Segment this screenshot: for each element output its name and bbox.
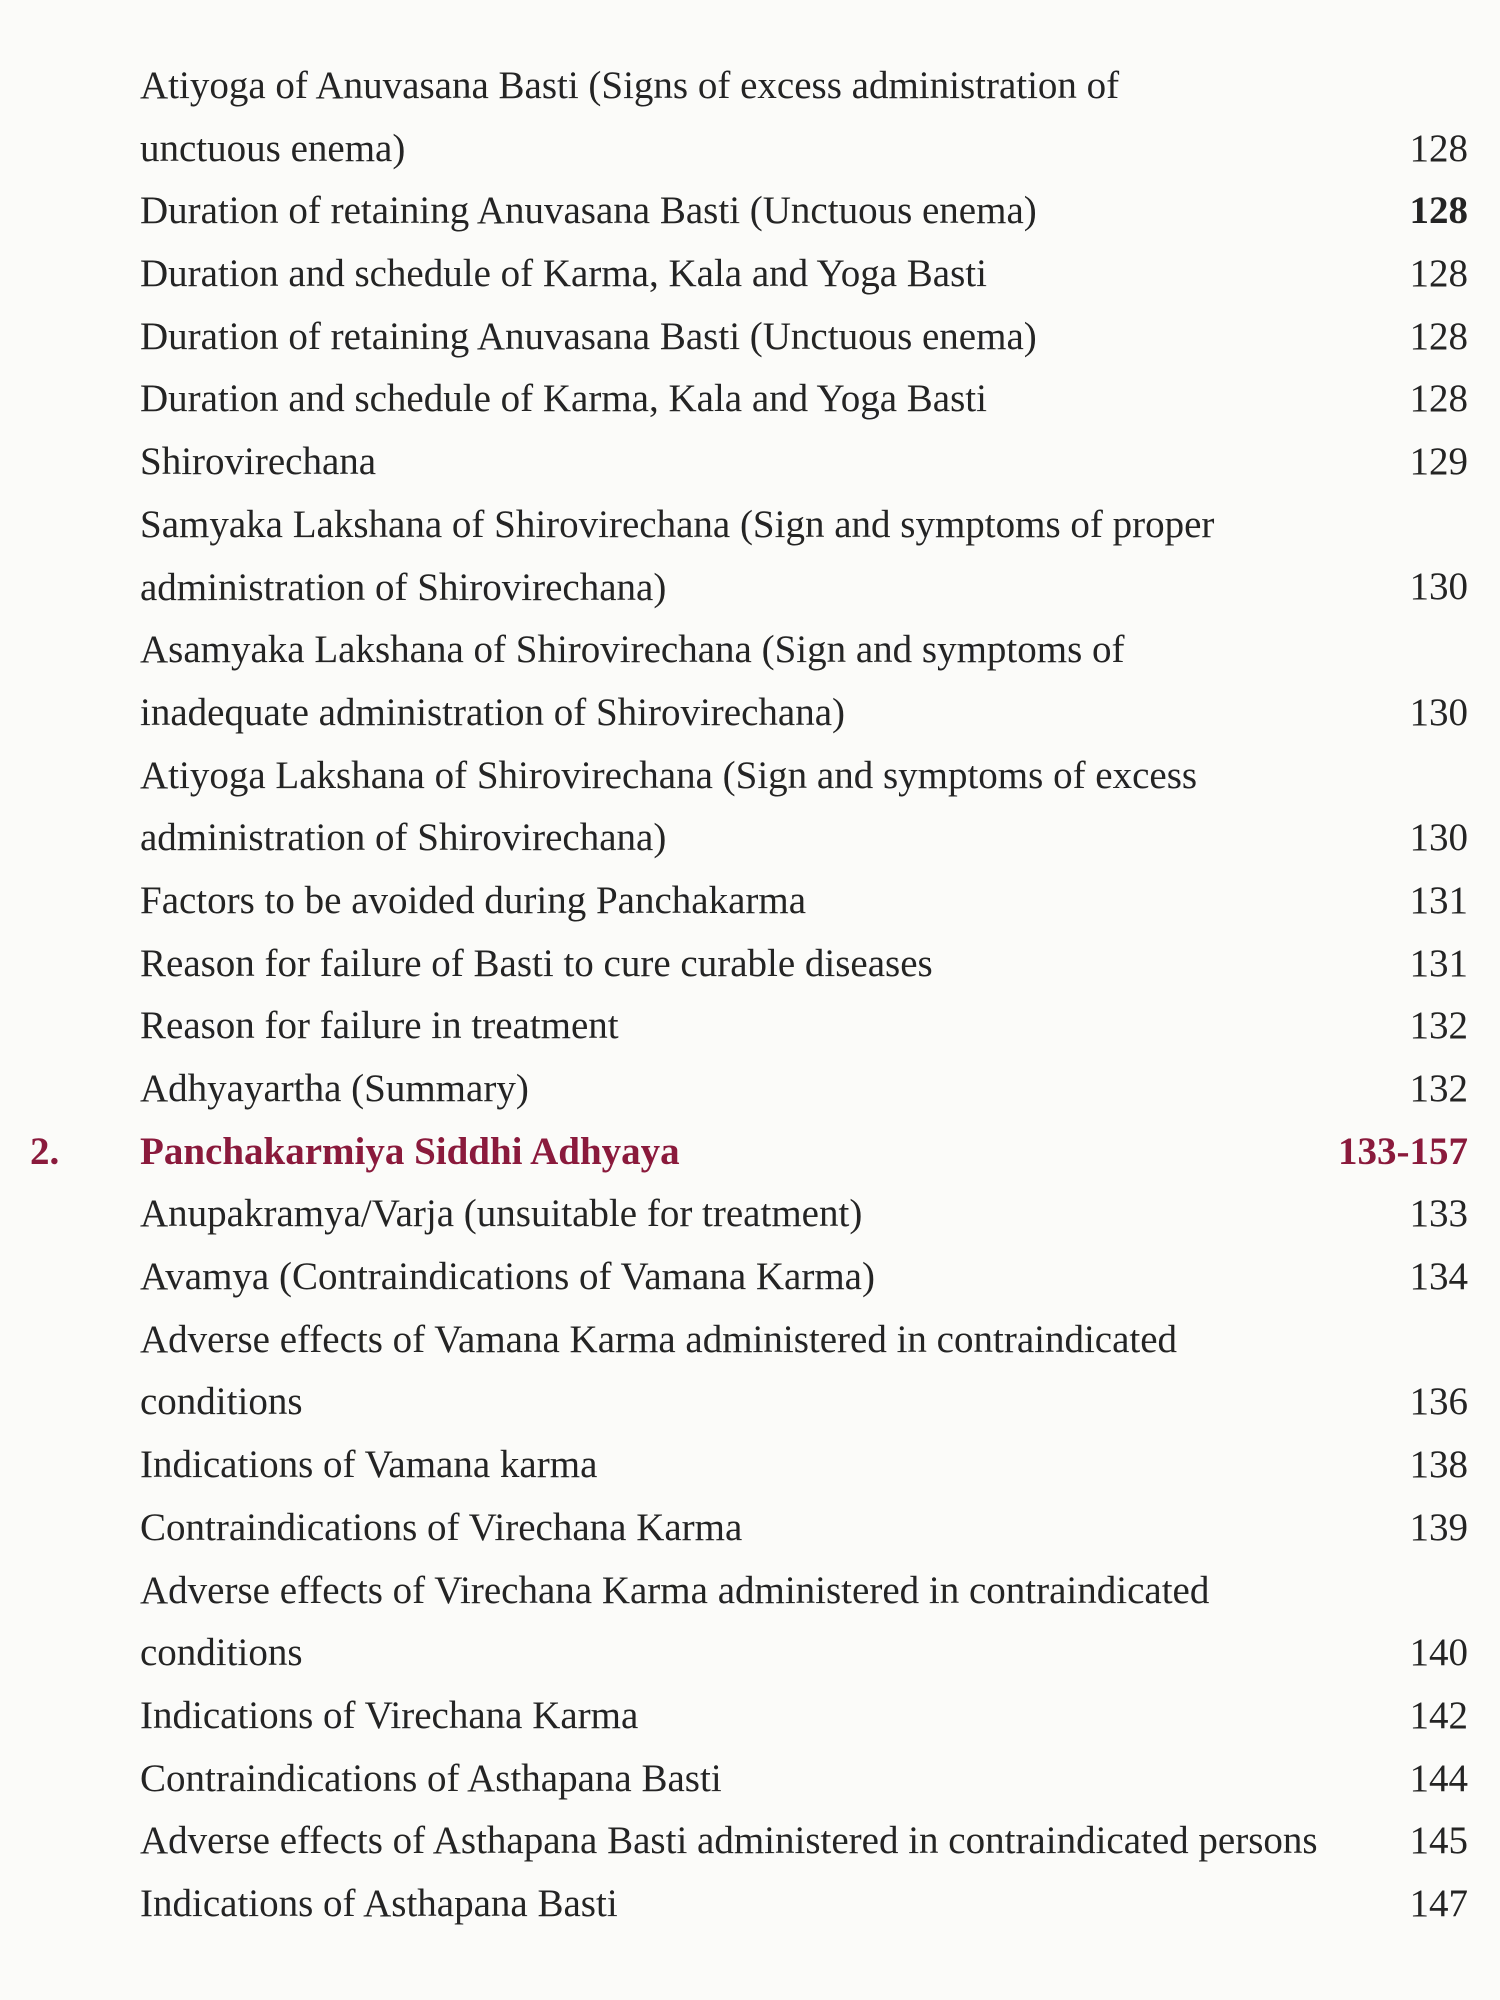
toc-entry	[0, 1685, 1500, 1748]
toc-entry-title-line: conditions	[140, 1631, 303, 1675]
toc-entry-title	[140, 1748, 1360, 1811]
toc-entry-title	[140, 1810, 1360, 1873]
toc-entry-title-line: Avamya (Contraindications of Vamana Karma)	[140, 1255, 875, 1299]
toc-entry	[0, 1497, 1500, 1560]
toc-entry-title	[140, 933, 1360, 996]
toc-chapter-heading	[0, 1121, 1500, 1184]
toc-entry-title-line: Reason for failure in treatment	[140, 1004, 619, 1048]
toc-entry-title-line: Panchakarmiya Siddhi Adhyaya	[140, 1129, 680, 1173]
toc-entry	[0, 1434, 1500, 1497]
toc-entry	[0, 1246, 1500, 1309]
toc-entry	[0, 368, 1500, 431]
toc-page-number: 132	[1409, 1004, 1468, 1048]
toc-entry-title-line: Adverse effects of Vamana Karma administered in contraindicated	[140, 1317, 1178, 1361]
toc-entry-title-line: administration of Shirovirechana)	[140, 565, 667, 609]
toc-page-number: 129	[1409, 440, 1468, 484]
toc-entry-title-line: Asamyaka Lakshana of Shirovirechana (Sign and symptoms of	[140, 628, 1125, 672]
toc-entry-title	[140, 368, 1360, 431]
toc-entry-title-line: conditions	[140, 1380, 303, 1424]
toc-page-number: 138	[1409, 1443, 1468, 1487]
toc-entry	[0, 494, 1500, 619]
toc-page-number: 142	[1409, 1693, 1468, 1737]
toc-entry	[0, 995, 1500, 1058]
toc-entry-title	[140, 995, 1360, 1058]
toc-entry-title-line: Indications of Vamana karma	[140, 1443, 598, 1487]
toc-entry	[0, 619, 1500, 744]
toc-entry	[0, 745, 1500, 870]
toc-entry-title	[140, 1309, 1360, 1434]
toc-entry	[0, 1873, 1500, 1936]
toc-entry	[0, 1810, 1500, 1873]
toc-page-number: 133-157	[1338, 1129, 1468, 1173]
toc-entry	[0, 1058, 1500, 1121]
toc-entry-title	[140, 1183, 1360, 1246]
toc-page-number: 139	[1409, 1505, 1468, 1549]
toc-entry-title-line: Adhyayartha (Summary)	[140, 1067, 529, 1110]
toc-entry-title-line: Adverse effects of Virechana Karma administered in contraindicated	[140, 1568, 1210, 1612]
toc-entry-title-line: Reason for failure of Basti to cure curable diseases	[140, 941, 933, 985]
toc-entry-title-line: Duration of retaining Anuvasana Basti (Unctuous enema)	[140, 189, 1037, 233]
toc-page-number: 128	[1409, 126, 1468, 170]
toc-entry-title-line: Duration and schedule of Karma, Kala and Yoga Basti	[140, 252, 987, 296]
toc-entry-title	[140, 745, 1360, 870]
toc-entry-title-line: unctuous enema)	[140, 126, 406, 170]
toc-entry-title-line: Contraindications of Virechana Karma	[140, 1505, 743, 1549]
toc-entry-title	[140, 1873, 1360, 1936]
toc-entry-title-line: Atiyoga of Anuvasana Basti (Signs of excess administration of	[140, 64, 1120, 107]
toc-entry-title-line: Indications of Virechana Karma	[140, 1693, 639, 1737]
toc-entry	[0, 431, 1500, 494]
toc-entry-title	[140, 1685, 1360, 1748]
toc-entry-title-line: Anupakramya/Varja (unsuitable for treatment)	[140, 1192, 863, 1236]
toc-entry-title-line: Factors to be avoided during Panchakarma	[140, 878, 807, 922]
toc-page-number: 132	[1409, 1066, 1468, 1110]
toc-page-number: 147	[1409, 1881, 1468, 1925]
toc-page-number: 130	[1409, 565, 1468, 609]
table-of-contents	[0, 55, 1500, 1936]
toc-entry	[0, 306, 1500, 369]
toc-page-number: 128	[1409, 314, 1468, 358]
toc-entry	[0, 243, 1500, 306]
toc-entry-title	[140, 1246, 1360, 1309]
toc-page-number: 140	[1409, 1631, 1468, 1675]
toc-entry-title	[140, 1497, 1360, 1560]
toc-page-number: 128	[1409, 377, 1468, 421]
toc-entry-title-line: Shirovirechana	[140, 440, 377, 484]
toc-entry	[0, 933, 1500, 996]
toc-entry	[0, 1560, 1500, 1685]
toc-page-number: 133	[1409, 1192, 1468, 1236]
toc-page-number: 144	[1409, 1756, 1468, 1800]
toc-entry-title-line: Indications of Asthapana Basti	[140, 1881, 618, 1925]
toc-page-number: 131	[1409, 941, 1468, 985]
toc-page-number: 128	[1409, 252, 1468, 296]
toc-entry-title-line: Contraindications of Asthapana Basti	[140, 1756, 722, 1800]
toc-entry	[0, 180, 1500, 243]
toc-entry	[0, 1309, 1500, 1434]
toc-page-number: 130	[1409, 816, 1468, 860]
toc-entry	[0, 870, 1500, 933]
toc-entry-title	[140, 1434, 1360, 1497]
toc-entry-title	[140, 870, 1360, 933]
toc-page-number: 131	[1409, 878, 1468, 922]
chapter-number: 2.	[30, 1129, 60, 1173]
toc-entry-title-line: Duration of retaining Anuvasana Basti (Unctuous enema)	[140, 314, 1037, 358]
toc-entry-title	[140, 55, 1360, 180]
toc-entry-title	[140, 1121, 1360, 1184]
toc-page-number: 134	[1409, 1255, 1468, 1299]
toc-entry-title-line: Atiyoga Lakshana of Shirovirechana (Sign and symptoms of excess	[140, 753, 1198, 797]
toc-entry-title	[140, 619, 1360, 744]
toc-entry	[0, 55, 1500, 180]
toc-page-number: 128	[1409, 189, 1468, 233]
toc-entry-title-line: Duration and schedule of Karma, Kala and Yoga Basti	[140, 377, 987, 421]
toc-page-number: 130	[1409, 690, 1468, 734]
toc-entry-title-line: Adverse effects of Asthapana Basti administered in contraindicated persons	[140, 1819, 1318, 1863]
toc-entry	[0, 1748, 1500, 1811]
toc-entry-title	[140, 431, 1360, 494]
toc-entry-title	[140, 180, 1360, 243]
toc-entry-title	[140, 1560, 1360, 1685]
toc-entry-title	[140, 494, 1360, 619]
toc-entry-title	[140, 243, 1360, 306]
toc-entry-title	[140, 1058, 1360, 1121]
toc-entry-title	[140, 306, 1360, 369]
toc-page-number: 145	[1409, 1819, 1468, 1863]
toc-entry-title-line: Samyaka Lakshana of Shirovirechana (Sign and symptoms of proper	[140, 502, 1215, 546]
toc-entry	[0, 1183, 1500, 1246]
toc-entry-title-line: inadequate administration of Shirovirechana)	[140, 690, 846, 734]
toc-entry-title-line: administration of Shirovirechana)	[140, 816, 667, 860]
toc-page-number: 136	[1409, 1380, 1468, 1424]
